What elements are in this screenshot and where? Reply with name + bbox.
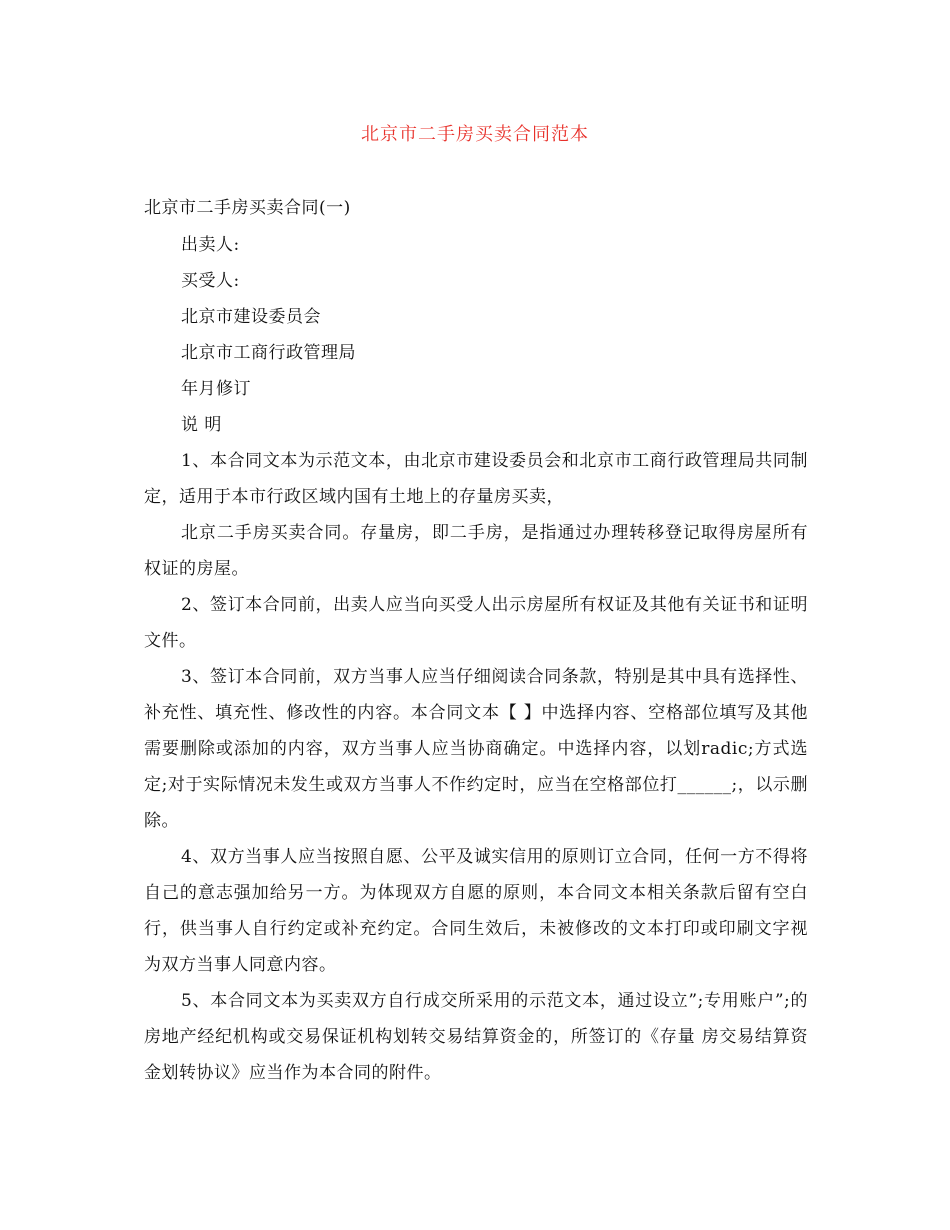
buyer-line: 买受人: bbox=[181, 271, 240, 291]
issuer-construction-commission: 北京市建设委员会 bbox=[181, 307, 321, 327]
document-title: 北京市二手房买卖合同范本 bbox=[361, 124, 589, 145]
paragraph-1: 1、本合同文本为示范文本，由北京市建设委员会和北京市工商行政管理局共同制定，适用于本市行政区域内国有土地上的存量房买卖， bbox=[144, 451, 808, 507]
revision-date-line: 年月修订 bbox=[181, 379, 251, 399]
paragraph-2: 2、签订本合同前，出卖人应当向买受人出示房屋所有权证及其他有关证书和证明文件。 bbox=[144, 595, 808, 651]
issuer-industry-commerce-bureau: 北京市工商行政管理局 bbox=[181, 343, 356, 363]
instructions-heading: 说 明 bbox=[181, 415, 222, 435]
seller-line: 出卖人: bbox=[181, 235, 240, 255]
paragraph-3: 3、签订本合同前，双方当事人应当仔细阅读合同条款，特别是其中具有选择性、补充性、填充性、修改性的内容。本合同文本【 】中选择内容、空格部位填写及其他需要删除或添加的内容，双方当事人应当协商确定。中选择内容，以划radic;方式选定;对于实际情况未发生或双方当事人不作约定时，应当在空格部位打______;，以示删除。 bbox=[144, 667, 808, 831]
paragraph-second-hand-definition: 北京二手房买卖合同。存量房，即二手房，是指通过办理转移登记取得房屋所有权证的房屋。 bbox=[144, 523, 808, 579]
paragraph-5: 5、本合同文本为买卖双方自行成交所采用的示范文本，通过设立”;专用账户”;的房地产经纪机构或交易保证机构划转交易结算资金的，所签订的《存量 房交易结算资金划转协议》应当作为本合同的附件。 bbox=[144, 991, 808, 1083]
contract-heading: 北京市二手房买卖合同(一) bbox=[144, 198, 351, 218]
paragraph-4: 4、双方当事人应当按照自愿、公平及诚实信用的原则订立合同，任何一方不得将自己的意志强加给另一方。为体现双方自愿的原则，本合同文本相关条款后留有空白行，供当事人自行约定或补充约定。合同生效后，未被修改的文本打印或印刷文字视为双方当事人同意内容。 bbox=[144, 847, 808, 975]
